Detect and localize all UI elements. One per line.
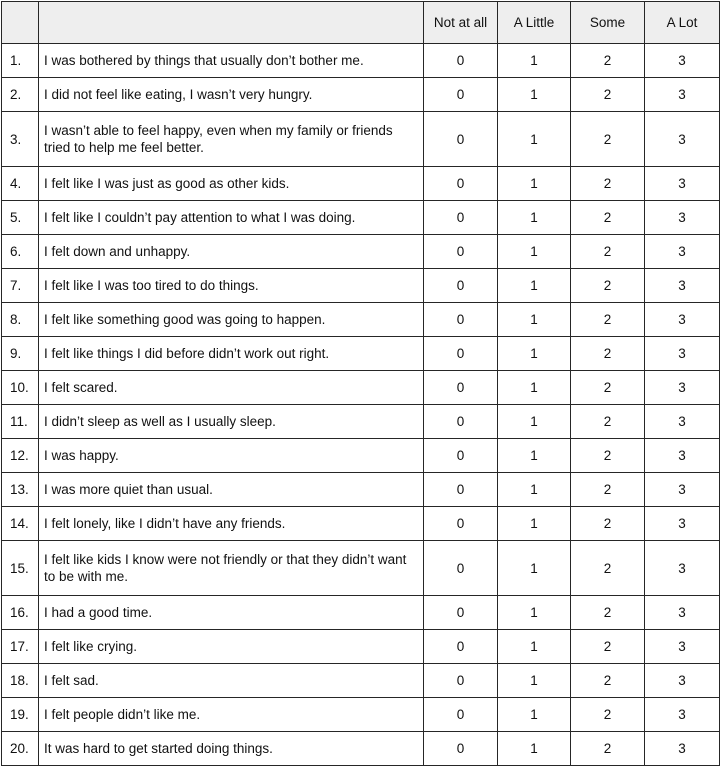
score-a-lot: 3 (645, 269, 720, 303)
score-a-lot: 3 (645, 541, 720, 596)
score-a-lot: 3 (645, 630, 720, 664)
score-a-lot: 3 (645, 439, 720, 473)
table-row (2, 303, 720, 337)
score-a-lot: 3 (645, 44, 720, 78)
score-a-lot: 3 (645, 78, 720, 112)
item-number: 16. (2, 596, 39, 630)
item-number: 1. (2, 44, 39, 78)
item-statement: I was more quiet than usual. (39, 473, 424, 507)
score-a-little: 1 (498, 439, 571, 473)
table-body (2, 44, 720, 766)
score-a-little: 1 (498, 337, 571, 371)
score-some: 2 (571, 507, 645, 541)
score-a-little: 1 (498, 44, 571, 78)
score-a-little: 1 (498, 698, 571, 732)
table-row (2, 507, 720, 541)
item-statement: I did not feel like eating, I wasn’t very hungry. (39, 78, 424, 112)
table-row (2, 698, 720, 732)
header-item (39, 2, 424, 44)
score-a-little: 1 (498, 201, 571, 235)
score-a-little: 1 (498, 630, 571, 664)
table-row (2, 371, 720, 405)
score-a-lot: 3 (645, 371, 720, 405)
score-a-little: 1 (498, 235, 571, 269)
item-statement: I was happy. (39, 439, 424, 473)
table-row (2, 439, 720, 473)
score-some: 2 (571, 235, 645, 269)
score-a-lot: 3 (645, 507, 720, 541)
score-a-lot: 3 (645, 473, 720, 507)
score-a-little: 1 (498, 541, 571, 596)
item-number: 8. (2, 303, 39, 337)
header-some: Some (571, 2, 645, 44)
table-row (2, 235, 720, 269)
score-some: 2 (571, 473, 645, 507)
score-some: 2 (571, 201, 645, 235)
score-a-lot: 3 (645, 201, 720, 235)
item-statement: I felt like I was too tired to do things. (39, 269, 424, 303)
table-row (2, 732, 720, 766)
questionnaire-table (1, 1, 720, 766)
score-a-lot: 3 (645, 732, 720, 766)
score-some: 2 (571, 732, 645, 766)
item-statement: I felt like something good was going to happen. (39, 303, 424, 337)
table-row (2, 167, 720, 201)
score-a-lot: 3 (645, 112, 720, 167)
header-a-little: A Little (498, 2, 571, 44)
item-number: 2. (2, 78, 39, 112)
item-number: 15. (2, 541, 39, 596)
score-not-at-all: 0 (424, 541, 498, 596)
score-not-at-all: 0 (424, 596, 498, 630)
item-statement: It was hard to get started doing things. (39, 732, 424, 766)
item-statement: I wasn’t able to feel happy, even when my family or friends tried to help me feel better. (39, 112, 424, 167)
score-not-at-all: 0 (424, 167, 498, 201)
score-a-little: 1 (498, 405, 571, 439)
score-a-little: 1 (498, 596, 571, 630)
score-a-lot: 3 (645, 303, 720, 337)
score-not-at-all: 0 (424, 371, 498, 405)
item-number: 19. (2, 698, 39, 732)
item-number: 4. (2, 167, 39, 201)
header-number (2, 2, 39, 44)
table-row (2, 664, 720, 698)
score-a-lot: 3 (645, 337, 720, 371)
item-number: 13. (2, 473, 39, 507)
item-statement: I didn’t sleep as well as I usually sleep. (39, 405, 424, 439)
score-not-at-all: 0 (424, 44, 498, 78)
item-number: 9. (2, 337, 39, 371)
item-statement: I felt like things I did before didn’t work out right. (39, 337, 424, 371)
score-not-at-all: 0 (424, 337, 498, 371)
score-a-lot: 3 (645, 405, 720, 439)
table-row (2, 44, 720, 78)
item-number: 20. (2, 732, 39, 766)
score-not-at-all: 0 (424, 112, 498, 167)
score-not-at-all: 0 (424, 473, 498, 507)
score-a-little: 1 (498, 732, 571, 766)
score-a-little: 1 (498, 507, 571, 541)
item-number: 12. (2, 439, 39, 473)
score-a-little: 1 (498, 664, 571, 698)
score-not-at-all: 0 (424, 507, 498, 541)
item-number: 6. (2, 235, 39, 269)
score-not-at-all: 0 (424, 732, 498, 766)
table-row (2, 112, 720, 167)
item-statement: I felt scared. (39, 371, 424, 405)
score-not-at-all: 0 (424, 630, 498, 664)
item-statement: I felt sad. (39, 664, 424, 698)
score-some: 2 (571, 439, 645, 473)
item-statement: I felt people didn’t like me. (39, 698, 424, 732)
score-some: 2 (571, 167, 645, 201)
score-some: 2 (571, 44, 645, 78)
score-not-at-all: 0 (424, 269, 498, 303)
table-row (2, 596, 720, 630)
score-not-at-all: 0 (424, 664, 498, 698)
score-not-at-all: 0 (424, 303, 498, 337)
item-number: 11. (2, 405, 39, 439)
item-number: 10. (2, 371, 39, 405)
score-a-little: 1 (498, 303, 571, 337)
header-a-lot: A Lot (645, 2, 720, 44)
item-statement: I felt like kids I know were not friendly or that they didn’t want to be with me. (39, 541, 424, 596)
score-a-lot: 3 (645, 698, 720, 732)
score-not-at-all: 0 (424, 201, 498, 235)
table-row (2, 405, 720, 439)
item-number: 18. (2, 664, 39, 698)
score-a-lot: 3 (645, 664, 720, 698)
score-a-lot: 3 (645, 235, 720, 269)
score-some: 2 (571, 541, 645, 596)
score-some: 2 (571, 596, 645, 630)
table-row (2, 630, 720, 664)
score-not-at-all: 0 (424, 235, 498, 269)
score-some: 2 (571, 112, 645, 167)
score-a-little: 1 (498, 78, 571, 112)
score-a-little: 1 (498, 112, 571, 167)
score-not-at-all: 0 (424, 439, 498, 473)
table-row (2, 337, 720, 371)
score-a-little: 1 (498, 167, 571, 201)
item-statement: I felt like I couldn’t pay attention to what I was doing. (39, 201, 424, 235)
item-statement: I felt like I was just as good as other kids. (39, 167, 424, 201)
table-row (2, 473, 720, 507)
item-number: 17. (2, 630, 39, 664)
item-statement: I was bothered by things that usually don’t bother me. (39, 44, 424, 78)
score-some: 2 (571, 337, 645, 371)
item-number: 7. (2, 269, 39, 303)
table-row (2, 269, 720, 303)
item-statement: I felt like crying. (39, 630, 424, 664)
score-a-little: 1 (498, 473, 571, 507)
score-not-at-all: 0 (424, 698, 498, 732)
table-row (2, 541, 720, 596)
score-some: 2 (571, 405, 645, 439)
score-some: 2 (571, 78, 645, 112)
item-number: 5. (2, 201, 39, 235)
table-row (2, 201, 720, 235)
score-some: 2 (571, 664, 645, 698)
score-a-little: 1 (498, 269, 571, 303)
score-some: 2 (571, 698, 645, 732)
score-a-lot: 3 (645, 167, 720, 201)
score-not-at-all: 0 (424, 78, 498, 112)
score-some: 2 (571, 269, 645, 303)
score-not-at-all: 0 (424, 405, 498, 439)
score-some: 2 (571, 630, 645, 664)
header-not-at-all: Not at all (424, 2, 498, 44)
header-row (2, 2, 720, 44)
score-some: 2 (571, 371, 645, 405)
item-statement: I felt down and unhappy. (39, 235, 424, 269)
item-statement: I felt lonely, like I didn’t have any friends. (39, 507, 424, 541)
score-some: 2 (571, 303, 645, 337)
score-a-lot: 3 (645, 596, 720, 630)
item-number: 14. (2, 507, 39, 541)
item-number: 3. (2, 112, 39, 167)
table-row (2, 78, 720, 112)
item-statement: I had a good time. (39, 596, 424, 630)
score-a-little: 1 (498, 371, 571, 405)
